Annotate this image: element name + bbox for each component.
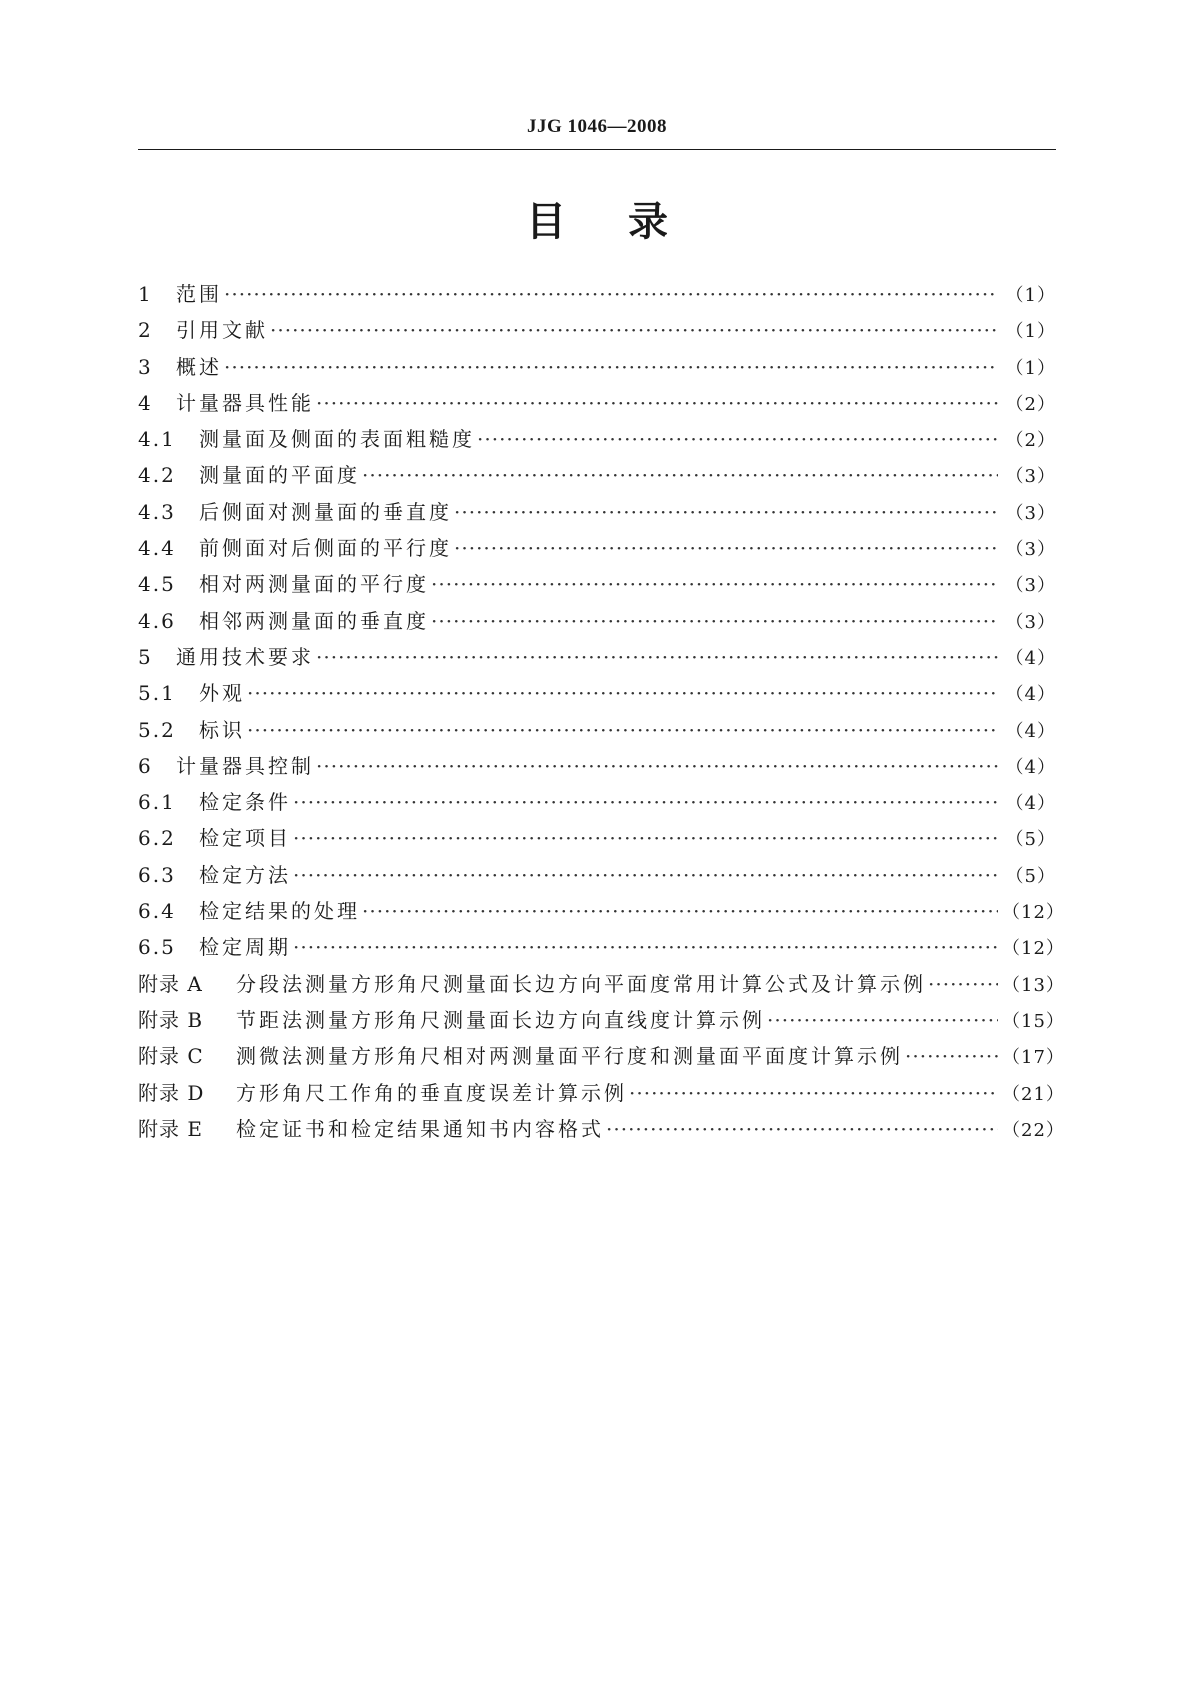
toc-entry-number: 4.4 bbox=[138, 536, 176, 561]
toc-entry[interactable] bbox=[138, 316, 1056, 352]
toc-leader-dots bbox=[247, 679, 998, 707]
toc-leader-dots bbox=[362, 897, 998, 925]
toc-entry[interactable] bbox=[138, 607, 1056, 643]
toc-entry-number: 6.1 bbox=[138, 790, 176, 815]
toc-entry[interactable] bbox=[138, 498, 1056, 534]
toc-entry-page: （3） bbox=[1005, 575, 1056, 597]
toc-entry-number: 附录 D bbox=[138, 1080, 205, 1105]
toc-entry-number: 附录 B bbox=[138, 1007, 204, 1032]
toc-leader-dots bbox=[293, 788, 998, 816]
toc-leader-dots bbox=[362, 461, 998, 489]
toc-entry-page: （5） bbox=[1005, 865, 1056, 887]
toc-entry[interactable] bbox=[138, 897, 1065, 933]
toc-entry-page: （4） bbox=[1005, 647, 1056, 669]
toc-entry-title: 测微法测量方形角尺相对两测量面平行度和测量面平面度计算示例 bbox=[236, 1044, 903, 1069]
toc-entry-title: 计量器具控制 bbox=[176, 753, 314, 778]
toc-entry-title: 外观 bbox=[199, 681, 245, 706]
toc-leader-dots bbox=[224, 280, 998, 308]
toc-entry-title: 检定条件 bbox=[199, 790, 291, 815]
toc-entry-page: （3） bbox=[1005, 502, 1056, 524]
toc-entry[interactable] bbox=[138, 1115, 1065, 1151]
toc-entry-page: （22） bbox=[1002, 1119, 1065, 1141]
toc-entry-title: 节距法测量方形角尺测量面长边方向直线度计算示例 bbox=[236, 1007, 765, 1032]
toc-entry-title: 概述 bbox=[176, 354, 222, 379]
toc-entry-number: 附录 C bbox=[138, 1044, 204, 1069]
toc-entry-number: 6.2 bbox=[138, 826, 176, 851]
toc-entry[interactable] bbox=[138, 643, 1056, 679]
toc-entry[interactable] bbox=[138, 353, 1056, 389]
toc-entry-number: 5.2 bbox=[138, 717, 176, 742]
toc-entry-page: （2） bbox=[1005, 393, 1056, 415]
toc-leader-dots bbox=[905, 1042, 998, 1070]
toc-entry-page: （5） bbox=[1005, 829, 1056, 851]
toc-leader-dots bbox=[293, 861, 998, 889]
toc-entry-title: 检定结果的处理 bbox=[199, 899, 360, 924]
toc-entry[interactable] bbox=[138, 1042, 1065, 1078]
toc-entry-title: 方形角尺工作角的垂直度误差计算示例 bbox=[236, 1080, 627, 1105]
toc-leader-dots bbox=[431, 570, 998, 598]
toc-entry[interactable] bbox=[138, 461, 1056, 497]
toc-entry-page: （3） bbox=[1005, 466, 1056, 488]
toc-entry-number: 5 bbox=[138, 644, 153, 669]
toc-entry[interactable] bbox=[138, 970, 1065, 1006]
toc-entry-title: 计量器具性能 bbox=[176, 390, 314, 415]
toc-leader-dots bbox=[316, 389, 998, 417]
toc-entry-page: （17） bbox=[1002, 1047, 1065, 1069]
toc-entry-title: 测量面及侧面的表面粗糙度 bbox=[199, 427, 475, 452]
toc-entry-page: （4） bbox=[1005, 720, 1056, 742]
toc-entry[interactable] bbox=[138, 425, 1056, 461]
toc-entry-number: 6.5 bbox=[138, 935, 176, 960]
toc-entry-number: 4.1 bbox=[138, 427, 176, 452]
toc-entry-title: 相邻两测量面的垂直度 bbox=[199, 608, 429, 633]
toc-entry-page: （3） bbox=[1005, 611, 1056, 633]
toc-entry-page: （3） bbox=[1005, 539, 1056, 561]
toc-entry-page: （12） bbox=[1002, 938, 1065, 960]
toc-entry[interactable] bbox=[138, 861, 1056, 897]
toc-leader-dots bbox=[477, 425, 998, 453]
toc-leader-dots bbox=[454, 498, 998, 526]
toc-leader-dots bbox=[224, 353, 998, 381]
header-divider bbox=[138, 149, 1056, 150]
toc-entry[interactable] bbox=[138, 389, 1056, 425]
toc-entry-number: 3 bbox=[138, 354, 153, 379]
toc-entry-number: 4.5 bbox=[138, 572, 176, 597]
toc-entry-page: （1） bbox=[1005, 321, 1056, 343]
toc-entry[interactable] bbox=[138, 752, 1056, 788]
toc-leader-dots bbox=[606, 1115, 998, 1143]
toc-entry-page: （4） bbox=[1005, 756, 1056, 778]
toc-leader-dots bbox=[454, 534, 998, 562]
toc-entry-page: （12） bbox=[1002, 902, 1065, 924]
toc-entry-number: 4.6 bbox=[138, 608, 176, 633]
toc-entry[interactable] bbox=[138, 534, 1056, 570]
toc-entry-title: 测量面的平面度 bbox=[199, 463, 360, 488]
toc-entry[interactable] bbox=[138, 1079, 1065, 1115]
toc-leader-dots bbox=[270, 316, 998, 344]
toc-entry[interactable] bbox=[138, 679, 1056, 715]
toc-entry[interactable] bbox=[138, 788, 1056, 824]
toc-entry-page: （15） bbox=[1002, 1010, 1065, 1032]
toc-entry-title: 检定项目 bbox=[199, 826, 291, 851]
toc-entry-page: （4） bbox=[1005, 793, 1056, 815]
toc-entry[interactable] bbox=[138, 716, 1056, 752]
toc-entry-page: （2） bbox=[1005, 430, 1056, 452]
toc-entry[interactable] bbox=[138, 570, 1056, 606]
toc-leader-dots bbox=[293, 824, 998, 852]
toc-entry-title: 分段法测量方形角尺测量面长边方向平面度常用计算公式及计算示例 bbox=[236, 971, 926, 996]
toc-entry-number: 1 bbox=[138, 282, 153, 306]
toc-entry-title: 检定方法 bbox=[199, 862, 291, 887]
toc-entry-title: 前侧面对后侧面的平行度 bbox=[199, 536, 452, 561]
toc-entry-title: 后侧面对测量面的垂直度 bbox=[199, 499, 452, 524]
toc-leader-dots bbox=[767, 1006, 998, 1034]
toc-entry-title: 标识 bbox=[199, 717, 245, 742]
toc-entry-title: 检定周期 bbox=[199, 935, 291, 960]
table-of-contents bbox=[138, 280, 1065, 1151]
toc-entry[interactable] bbox=[138, 933, 1065, 969]
toc-entry-number: 6 bbox=[138, 753, 153, 778]
toc-entry-page: （1） bbox=[1005, 285, 1056, 306]
toc-entry-title: 引用文献 bbox=[176, 318, 268, 343]
toc-entry-number: 5.1 bbox=[138, 681, 176, 706]
toc-entry-title: 检定证书和检定结果通知书内容格式 bbox=[236, 1116, 604, 1141]
toc-leader-dots bbox=[629, 1079, 998, 1107]
toc-entry-number: 附录 E bbox=[138, 1116, 203, 1141]
toc-leader-dots bbox=[928, 970, 998, 998]
page-title: 目录 bbox=[526, 199, 730, 245]
toc-entry[interactable] bbox=[138, 824, 1056, 860]
toc-leader-dots bbox=[316, 752, 998, 780]
toc-leader-dots bbox=[293, 933, 998, 961]
toc-entry-title: 范围 bbox=[176, 282, 222, 306]
toc-entry-title: 通用技术要求 bbox=[176, 644, 314, 669]
toc-entry-number: 6.4 bbox=[138, 899, 176, 924]
toc-entry[interactable] bbox=[138, 1006, 1065, 1042]
toc-entry-number: 4.2 bbox=[138, 463, 176, 488]
toc-entry-number: 4.3 bbox=[138, 499, 176, 524]
toc-entry-number: 6.3 bbox=[138, 862, 176, 887]
standard-code-header: JJG 1046—2008 bbox=[526, 116, 668, 137]
toc-entry-number: 4 bbox=[138, 390, 153, 415]
toc-entry[interactable] bbox=[138, 280, 1056, 316]
toc-leader-dots bbox=[247, 716, 998, 744]
toc-leader-dots bbox=[431, 607, 998, 635]
toc-entry-page: （1） bbox=[1005, 357, 1056, 379]
toc-leader-dots bbox=[316, 643, 998, 671]
toc-entry-page: （4） bbox=[1005, 684, 1056, 706]
toc-entry-number: 附录 A bbox=[138, 971, 203, 996]
toc-entry-page: （13） bbox=[1002, 974, 1065, 996]
toc-entry-page: （21） bbox=[1002, 1083, 1065, 1105]
toc-entry-number: 2 bbox=[138, 318, 153, 343]
toc-entry-title: 相对两测量面的平行度 bbox=[199, 572, 429, 597]
